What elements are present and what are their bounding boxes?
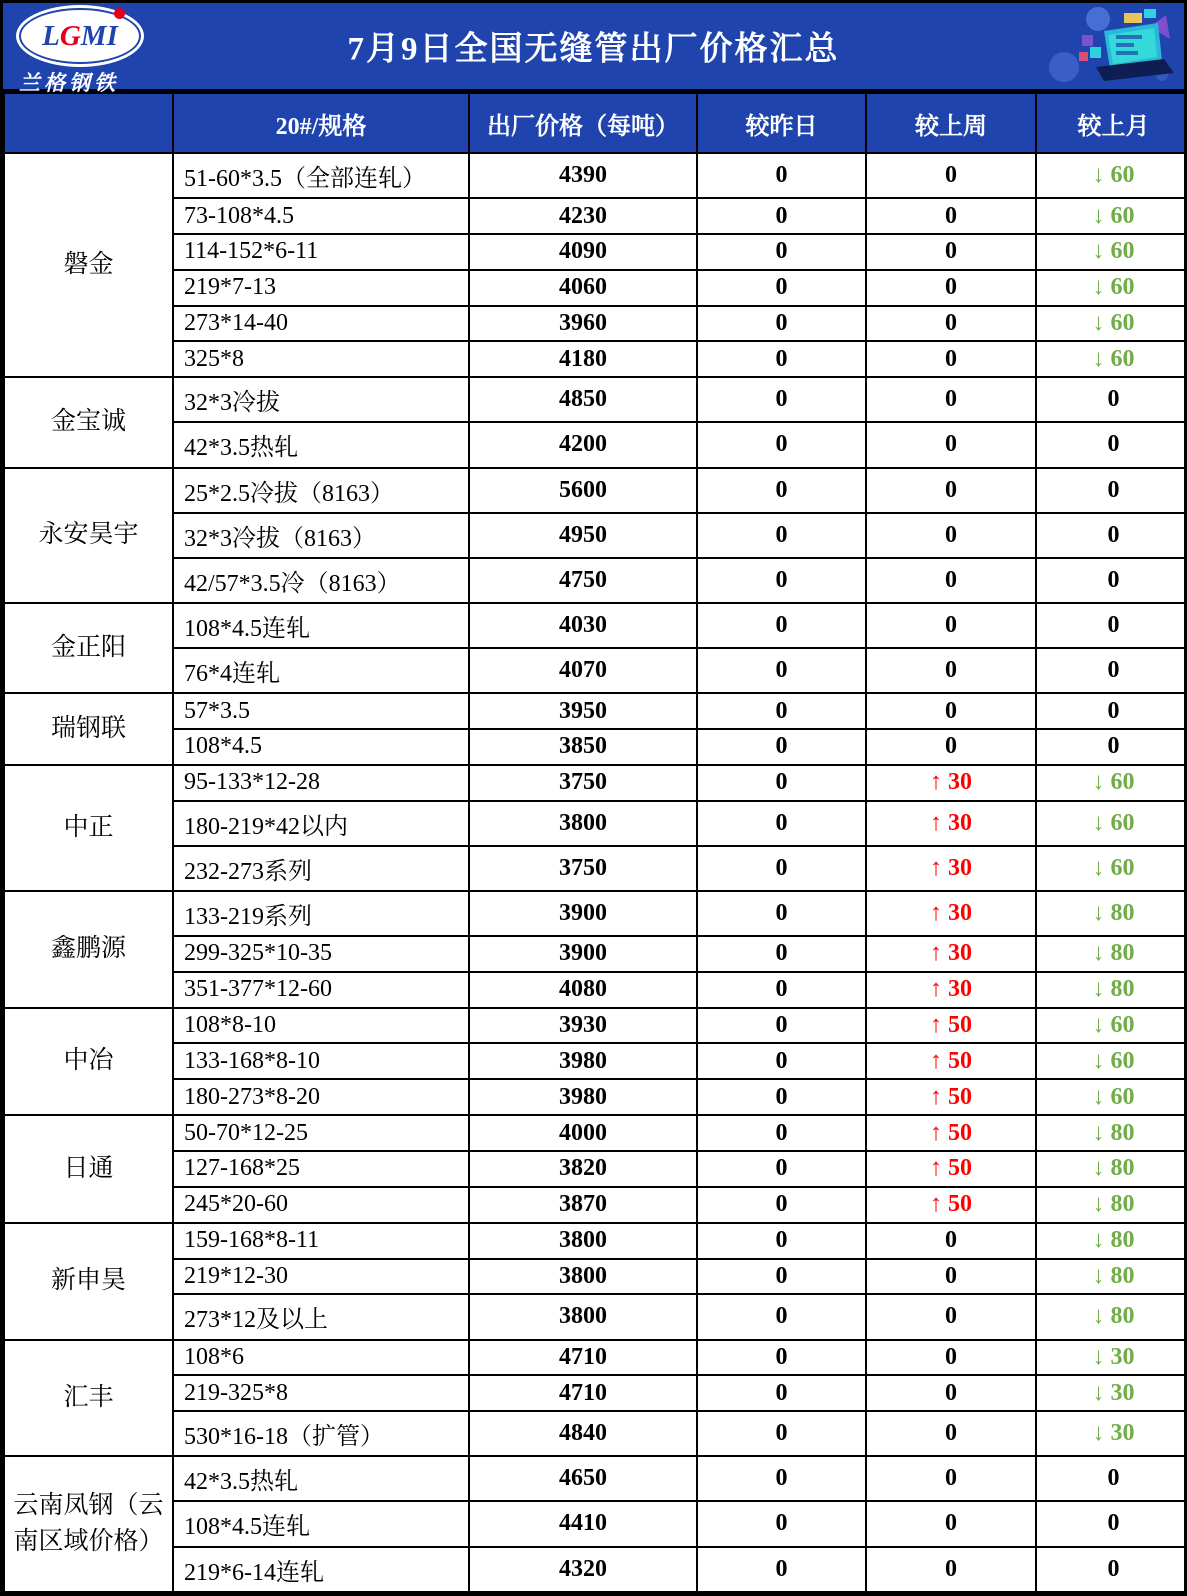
- price-cell: 4180: [469, 341, 697, 377]
- vs-month-cell: ↓ 60: [1036, 270, 1187, 306]
- vs-week-cell: 0: [866, 693, 1036, 729]
- vs-yesterday-cell: 0: [697, 648, 866, 693]
- price-cell: 4410: [469, 1501, 697, 1546]
- vs-yesterday-cell: 0: [697, 972, 866, 1008]
- spec-cell: 219-325*8: [173, 1375, 469, 1411]
- vs-week-cell: 0: [866, 198, 1036, 234]
- vs-yesterday-cell: 0: [697, 558, 866, 603]
- vs-week-cell: 0: [866, 422, 1036, 467]
- price-cell: 4390: [469, 153, 697, 198]
- manufacturer-cell: 云南凤钢（云南区域价格）: [4, 1456, 173, 1592]
- spec-cell: 25*2.5冷拔（8163）: [173, 468, 469, 513]
- vs-week-cell: 0: [866, 1501, 1036, 1546]
- vs-week-cell: 0: [866, 1456, 1036, 1501]
- price-cell: 4750: [469, 558, 697, 603]
- table-row: [4, 1187, 1187, 1223]
- spec-cell: 530*16-18（扩管）: [173, 1411, 469, 1456]
- column-header-spec: 20#/规格: [173, 93, 469, 153]
- vs-week-cell: 0: [866, 341, 1036, 377]
- price-cell: 4200: [469, 422, 697, 467]
- vs-yesterday-cell: 0: [697, 891, 866, 936]
- table-row: [4, 1411, 1187, 1456]
- spec-cell: 73-108*4.5: [173, 198, 469, 234]
- vs-week-cell: 0: [866, 377, 1036, 422]
- table-row: [4, 891, 1187, 936]
- vs-month-cell: 0: [1036, 468, 1187, 513]
- price-cell: 4230: [469, 198, 697, 234]
- vs-week-cell: 0: [866, 1259, 1036, 1295]
- vs-week-cell: ↑ 50: [866, 1043, 1036, 1079]
- vs-week-cell: ↑ 30: [866, 765, 1036, 801]
- vs-week-cell: 0: [866, 603, 1036, 648]
- price-cell: 3900: [469, 891, 697, 936]
- vs-month-cell: 0: [1036, 1456, 1187, 1501]
- spec-cell: 32*3冷拔（8163）: [173, 513, 469, 558]
- vs-yesterday-cell: 0: [697, 1079, 866, 1115]
- vs-month-cell: 0: [1036, 377, 1187, 422]
- table-header-row: [4, 93, 1187, 153]
- table-row: [4, 1043, 1187, 1079]
- vs-yesterday-cell: 0: [697, 936, 866, 972]
- spec-cell: 232-273系列: [173, 846, 469, 891]
- vs-week-cell: 0: [866, 558, 1036, 603]
- vs-week-cell: ↑ 30: [866, 891, 1036, 936]
- vs-yesterday-cell: 0: [697, 1501, 866, 1546]
- vs-week-cell: 0: [866, 1547, 1036, 1592]
- vs-yesterday-cell: 0: [697, 270, 866, 306]
- table-row: [4, 270, 1187, 306]
- vs-yesterday-cell: 0: [697, 1151, 866, 1187]
- table-row: [4, 198, 1187, 234]
- price-cell: 4710: [469, 1375, 697, 1411]
- vs-week-cell: ↑ 50: [866, 1187, 1036, 1223]
- price-cell: 3870: [469, 1187, 697, 1223]
- spec-cell: 42/57*3.5冷（8163）: [173, 558, 469, 603]
- vs-yesterday-cell: 0: [697, 1187, 866, 1223]
- price-table: [3, 92, 1187, 1593]
- spec-cell: 180-273*8-20: [173, 1079, 469, 1115]
- manufacturer-cell: 金宝诚: [4, 377, 173, 467]
- vs-month-cell: 0: [1036, 693, 1187, 729]
- table-row: [4, 1115, 1187, 1151]
- table-row: [4, 729, 1187, 765]
- vs-week-cell: ↑ 30: [866, 801, 1036, 846]
- table-row: [4, 1223, 1187, 1259]
- vs-week-cell: ↑ 50: [866, 1008, 1036, 1044]
- table-row: [4, 1008, 1187, 1044]
- spec-cell: 219*12-30: [173, 1259, 469, 1295]
- spec-cell: 133-219系列: [173, 891, 469, 936]
- spec-cell: 351-377*12-60: [173, 972, 469, 1008]
- table-row: [4, 936, 1187, 972]
- spec-cell: 159-168*8-11: [173, 1223, 469, 1259]
- table-row: [4, 1456, 1187, 1501]
- vs-week-cell: 0: [866, 1375, 1036, 1411]
- vs-week-cell: 0: [866, 468, 1036, 513]
- vs-week-cell: ↑ 50: [866, 1151, 1036, 1187]
- manufacturer-cell: 日通: [4, 1115, 173, 1223]
- vs-month-cell: 0: [1036, 558, 1187, 603]
- table-row: [4, 1501, 1187, 1546]
- column-header-vs-month: 较上月: [1036, 93, 1187, 153]
- spec-cell: 51-60*3.5（全部连轧）: [173, 153, 469, 198]
- table-row: [4, 513, 1187, 558]
- manufacturer-cell: 瑞钢联: [4, 693, 173, 765]
- table-row: [4, 422, 1187, 467]
- vs-month-cell: 0: [1036, 729, 1187, 765]
- price-cell: 3750: [469, 846, 697, 891]
- table-row: [4, 558, 1187, 603]
- vs-yesterday-cell: 0: [697, 846, 866, 891]
- vs-yesterday-cell: 0: [697, 1411, 866, 1456]
- vs-month-cell: ↓ 60: [1036, 306, 1187, 342]
- vs-week-cell: ↑ 30: [866, 972, 1036, 1008]
- vs-week-cell: 0: [866, 513, 1036, 558]
- price-cell: 4840: [469, 1411, 697, 1456]
- vs-week-cell: 0: [866, 1340, 1036, 1376]
- vs-yesterday-cell: 0: [697, 377, 866, 422]
- manufacturer-cell: 汇丰: [4, 1340, 173, 1457]
- spec-cell: 180-219*42以内: [173, 801, 469, 846]
- page-title: 7月9日全国无缝管出厂价格汇总: [347, 31, 840, 68]
- price-cell: 3750: [469, 765, 697, 801]
- spec-cell: 219*7-13: [173, 270, 469, 306]
- vs-month-cell: ↓ 30: [1036, 1375, 1187, 1411]
- price-cell: 4950: [469, 513, 697, 558]
- manufacturer-cell: 中正: [4, 765, 173, 891]
- computer-tech-illustration-icon: [1046, 5, 1178, 87]
- table-row: [4, 377, 1187, 422]
- price-cell: 3800: [469, 1259, 697, 1295]
- table-row: [4, 1079, 1187, 1115]
- table-row: [4, 341, 1187, 377]
- price-cell: 3980: [469, 1079, 697, 1115]
- price-cell: 3820: [469, 1151, 697, 1187]
- vs-week-cell: 0: [866, 1294, 1036, 1339]
- price-cell: 4060: [469, 270, 697, 306]
- vs-month-cell: ↓ 80: [1036, 1115, 1187, 1151]
- table-row: [4, 153, 1187, 198]
- vs-month-cell: ↓ 60: [1036, 801, 1187, 846]
- vs-yesterday-cell: 0: [697, 1043, 866, 1079]
- spec-cell: 108*4.5连轧: [173, 603, 469, 648]
- vs-month-cell: ↓ 80: [1036, 1294, 1187, 1339]
- price-cell: 3960: [469, 306, 697, 342]
- vs-yesterday-cell: 0: [697, 729, 866, 765]
- vs-month-cell: 0: [1036, 1547, 1187, 1592]
- logo-letter: L: [42, 19, 60, 52]
- vs-yesterday-cell: 0: [697, 1115, 866, 1151]
- vs-month-cell: ↓ 30: [1036, 1340, 1187, 1376]
- price-cell: 4080: [469, 972, 697, 1008]
- manufacturer-cell: 金正阳: [4, 603, 173, 693]
- vs-month-cell: ↓ 80: [1036, 972, 1187, 1008]
- price-cell: 4320: [469, 1547, 697, 1592]
- vs-yesterday-cell: 0: [697, 1223, 866, 1259]
- spec-cell: 108*8-10: [173, 1008, 469, 1044]
- vs-yesterday-cell: 0: [697, 1008, 866, 1044]
- vs-yesterday-cell: 0: [697, 153, 866, 198]
- table-row: [4, 765, 1187, 801]
- vs-month-cell: ↓ 60: [1036, 765, 1187, 801]
- title-bar: [3, 3, 1184, 95]
- price-cell: 3800: [469, 1223, 697, 1259]
- price-cell: 4070: [469, 648, 697, 693]
- vs-week-cell: ↑ 50: [866, 1079, 1036, 1115]
- price-cell: 3800: [469, 801, 697, 846]
- vs-week-cell: ↑ 30: [866, 936, 1036, 972]
- column-header-vs-week: 较上周: [866, 93, 1036, 153]
- price-cell: 5600: [469, 468, 697, 513]
- vs-week-cell: 0: [866, 270, 1036, 306]
- spec-cell: 273*14-40: [173, 306, 469, 342]
- spec-cell: 299-325*10-35: [173, 936, 469, 972]
- column-header-price: 出厂价格（每吨）: [469, 93, 697, 153]
- manufacturer-cell: 新申昊: [4, 1223, 173, 1340]
- price-cell: 3900: [469, 936, 697, 972]
- vs-month-cell: ↓ 60: [1036, 1008, 1187, 1044]
- table-row: [4, 801, 1187, 846]
- spec-cell: 57*3.5: [173, 693, 469, 729]
- manufacturer-cell: 鑫鹏源: [4, 891, 173, 1008]
- vs-week-cell: 0: [866, 153, 1036, 198]
- vs-yesterday-cell: 0: [697, 693, 866, 729]
- vs-yesterday-cell: 0: [697, 234, 866, 270]
- table-row: [4, 846, 1187, 891]
- vs-month-cell: ↓ 30: [1036, 1411, 1187, 1456]
- vs-month-cell: 0: [1036, 603, 1187, 648]
- vs-month-cell: ↓ 80: [1036, 1151, 1187, 1187]
- corner-blank-cell: [4, 93, 173, 153]
- vs-week-cell: 0: [866, 306, 1036, 342]
- vs-month-cell: ↓ 80: [1036, 891, 1187, 936]
- spec-cell: 127-168*25: [173, 1151, 469, 1187]
- spec-cell: 108*6: [173, 1340, 469, 1376]
- vs-month-cell: ↓ 60: [1036, 1043, 1187, 1079]
- vs-month-cell: ↓ 80: [1036, 1259, 1187, 1295]
- price-cell: 3950: [469, 693, 697, 729]
- logo-letter: G: [59, 19, 81, 52]
- vs-yesterday-cell: 0: [697, 198, 866, 234]
- spec-cell: 133-168*8-10: [173, 1043, 469, 1079]
- vs-month-cell: ↓ 60: [1036, 341, 1187, 377]
- spec-cell: 273*12及以上: [173, 1294, 469, 1339]
- price-cell: 4000: [469, 1115, 697, 1151]
- vs-yesterday-cell: 0: [697, 341, 866, 377]
- table-row: [4, 1294, 1187, 1339]
- price-cell: 4650: [469, 1456, 697, 1501]
- vs-week-cell: 0: [866, 1223, 1036, 1259]
- price-cell: 3800: [469, 1294, 697, 1339]
- vs-yesterday-cell: 0: [697, 468, 866, 513]
- vs-yesterday-cell: 0: [697, 603, 866, 648]
- price-cell: 3850: [469, 729, 697, 765]
- vs-yesterday-cell: 0: [697, 1547, 866, 1592]
- spec-cell: 50-70*12-25: [173, 1115, 469, 1151]
- spec-cell: 245*20-60: [173, 1187, 469, 1223]
- vs-yesterday-cell: 0: [697, 1294, 866, 1339]
- spec-cell: 108*4.5: [173, 729, 469, 765]
- vs-yesterday-cell: 0: [697, 422, 866, 467]
- manufacturer-cell: 磐金: [4, 153, 173, 377]
- logo-company-name: 兰格钢铁: [19, 71, 119, 95]
- vs-yesterday-cell: 0: [697, 1259, 866, 1295]
- vs-month-cell: 0: [1036, 1501, 1187, 1546]
- table-row: [4, 1547, 1187, 1592]
- vs-yesterday-cell: 0: [697, 1375, 866, 1411]
- vs-yesterday-cell: 0: [697, 306, 866, 342]
- price-cell: 4030: [469, 603, 697, 648]
- vs-week-cell: 0: [866, 648, 1036, 693]
- manufacturer-cell: 中冶: [4, 1008, 173, 1116]
- vs-yesterday-cell: 0: [697, 1340, 866, 1376]
- table-row: [4, 234, 1187, 270]
- spec-cell: 42*3.5热轧: [173, 422, 469, 467]
- vs-yesterday-cell: 0: [697, 801, 866, 846]
- table-row: [4, 468, 1187, 513]
- table-row: [4, 1259, 1187, 1295]
- spec-cell: 95-133*12-28: [173, 765, 469, 801]
- vs-month-cell: ↓ 80: [1036, 936, 1187, 972]
- price-table-body: [4, 153, 1187, 1592]
- table-row: [4, 648, 1187, 693]
- column-header-vs-yesterday: 较昨日: [697, 93, 866, 153]
- vs-week-cell: 0: [866, 1411, 1036, 1456]
- vs-month-cell: 0: [1036, 422, 1187, 467]
- vs-month-cell: ↓ 60: [1036, 1079, 1187, 1115]
- manufacturer-cell: 永安昊宇: [4, 468, 173, 603]
- logo-letter: I: [106, 19, 118, 52]
- vs-month-cell: ↓ 80: [1036, 1223, 1187, 1259]
- vs-yesterday-cell: 0: [697, 513, 866, 558]
- spec-cell: 42*3.5热轧: [173, 1456, 469, 1501]
- spec-cell: 325*8: [173, 341, 469, 377]
- spec-cell: 114-152*6-11: [173, 234, 469, 270]
- table-row: [4, 693, 1187, 729]
- vs-month-cell: 0: [1036, 648, 1187, 693]
- spec-cell: 76*4连轧: [173, 648, 469, 693]
- price-cell: 4090: [469, 234, 697, 270]
- price-cell: 3930: [469, 1008, 697, 1044]
- vs-yesterday-cell: 0: [697, 1456, 866, 1501]
- vs-month-cell: 0: [1036, 513, 1187, 558]
- table-row: [4, 1340, 1187, 1376]
- spec-cell: 108*4.5连轧: [173, 1501, 469, 1546]
- vs-week-cell: 0: [866, 729, 1036, 765]
- vs-month-cell: ↓ 60: [1036, 846, 1187, 891]
- spec-cell: 219*6-14连轧: [173, 1547, 469, 1592]
- table-row: [4, 972, 1187, 1008]
- vs-week-cell: ↑ 50: [866, 1115, 1036, 1151]
- vs-week-cell: 0: [866, 234, 1036, 270]
- logo-letter: M: [80, 19, 107, 52]
- logo-red-dot-icon: [114, 8, 125, 19]
- table-row: [4, 306, 1187, 342]
- price-cell: 4850: [469, 377, 697, 422]
- vs-month-cell: ↓ 60: [1036, 234, 1187, 270]
- vs-month-cell: ↓ 60: [1036, 153, 1187, 198]
- spec-cell: 32*3冷拔: [173, 377, 469, 422]
- vs-month-cell: ↓ 60: [1036, 198, 1187, 234]
- vs-yesterday-cell: 0: [697, 765, 866, 801]
- vs-week-cell: ↑ 30: [866, 846, 1036, 891]
- vs-month-cell: ↓ 80: [1036, 1187, 1187, 1223]
- table-row: [4, 1375, 1187, 1411]
- price-cell: 4710: [469, 1340, 697, 1376]
- table-row: [4, 1151, 1187, 1187]
- price-cell: 3980: [469, 1043, 697, 1079]
- table-row: [4, 603, 1187, 648]
